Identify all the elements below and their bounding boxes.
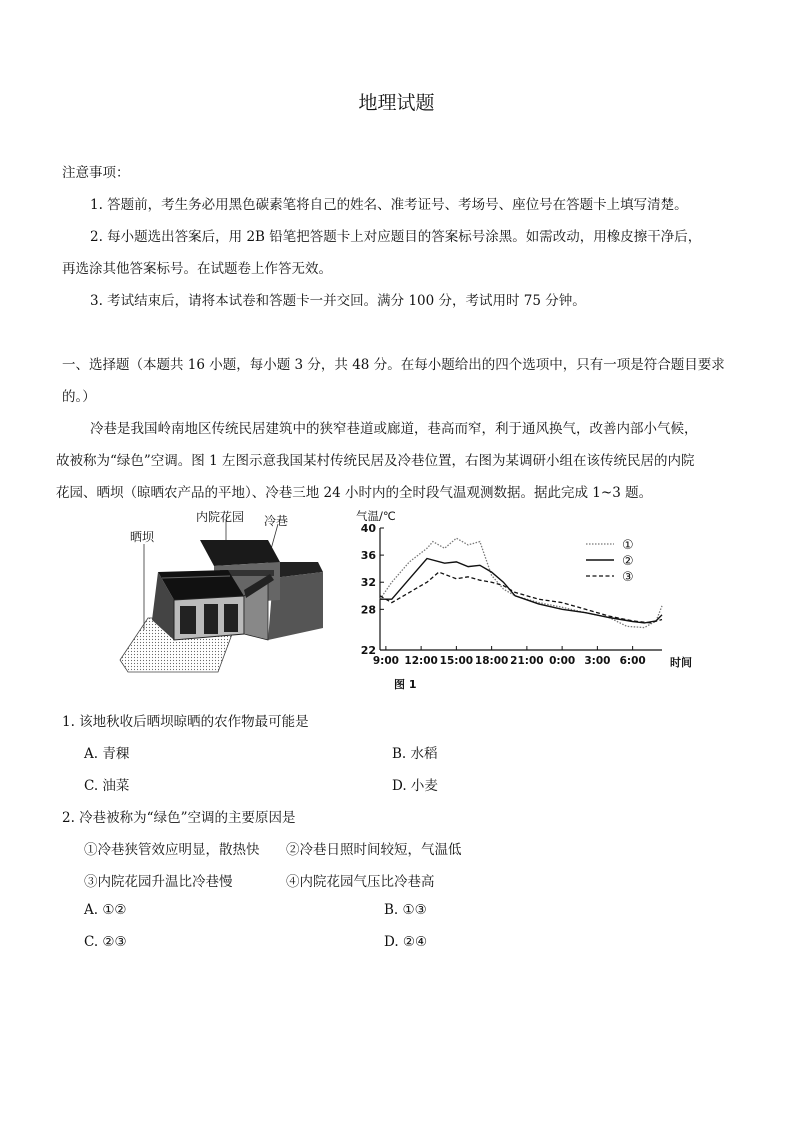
question-1-stem: 1. 该地秋收后晒坝晾晒的农作物最可能是: [62, 714, 309, 730]
y-tick-label: 40: [360, 522, 376, 535]
q2-option-d[interactable]: D. ②④: [384, 934, 428, 950]
series-line-1: [380, 538, 662, 627]
legend-label-3: ③: [622, 570, 634, 585]
question-2-stem: 2. 冷巷被称为“绿色”空调的主要原因是: [62, 810, 296, 826]
x-tick-label: 21:00: [510, 655, 544, 667]
x-tick-label: 12:00: [404, 655, 438, 667]
y-tick-label: 36: [360, 549, 376, 563]
temperature-chart: [352, 502, 692, 692]
legend-label-2: ②: [622, 554, 634, 569]
x-tick-label: 18:00: [474, 655, 509, 667]
section-heading: 一、选择题（本题共 16 小题，每小题 3 分，共 48 分。在每小题给出的四个选项中，只有一项是符合题目要求: [62, 357, 725, 373]
q2-statement-3: ③内院花园升温比冷巷慢: [84, 874, 233, 890]
y-tick-label: 28: [360, 603, 376, 617]
notice-item-3: 3. 考试结束后，请将本试卷和答题卡一并交回。满分 100 分，考试用时 75 分钟。: [90, 293, 586, 309]
x-tick-label: 0:00: [549, 655, 576, 667]
x-tick-label: 3:00: [584, 655, 611, 667]
y-axis-label: 气温/℃: [356, 509, 396, 523]
x-axis-label: 时间: [670, 656, 692, 669]
notice-heading: 注意事项：: [62, 165, 130, 181]
notice-item-1: 1. 答题前，考生务必用黑色碳素笔将自己的姓名、准考证号、考场号、座位号在答题卡上填写清楚。: [90, 197, 688, 213]
q1-option-b[interactable]: B. 水稻: [392, 746, 438, 762]
series-line-2: [380, 559, 662, 623]
label-garden: 内院花园: [196, 510, 245, 524]
notice-item-2-cont: 再选涂其他答案标号。在试题卷上作答无效。: [62, 261, 332, 277]
x-tick-label: 6:00: [619, 655, 646, 667]
q2-statement-4: ④内院花园气压比冷巷高: [286, 874, 435, 890]
passage-line-3: 花园、晒坝（晾晒农产品的平地）、冷巷三地 24 小时内的全时段气温观测数据。据此完成 1~3 题。: [56, 485, 653, 501]
page-title: 地理试题: [358, 92, 435, 114]
q2-option-b[interactable]: B. ①③: [384, 902, 427, 918]
x-tick-label: 15:00: [439, 655, 474, 667]
y-tick-label: 22: [360, 644, 376, 657]
q2-statement-1: ①冷巷狭管效应明显，散热快: [84, 842, 260, 858]
legend-label-1: ①: [622, 538, 634, 553]
x-tick-label: 9:00: [372, 655, 399, 667]
notice-item-2: 2. 每小题选出答案后，用 2B 铅笔把答题卡上对应题目的答案标号涂黑。如需改动，用橡皮擦干净后，: [90, 229, 702, 245]
label-lane: 冷巷: [264, 514, 289, 528]
section-heading-cont: 的。）: [62, 389, 96, 405]
figure-caption: 图 1: [394, 678, 417, 691]
q2-statement-2: ②冷巷日照时间较短，气温低: [286, 842, 462, 858]
q1-option-c[interactable]: C. 油菜: [84, 778, 130, 794]
passage-line-1: 冷巷是我国岭南地区传统民居建筑中的狭窄巷道或廊道，巷高而窄，利于通风换气，改善内部小气候，: [90, 421, 698, 437]
q1-option-d[interactable]: D. 小麦: [392, 778, 438, 794]
house-illustration: [118, 500, 348, 678]
q1-option-a[interactable]: A. 青稞: [84, 746, 130, 762]
label-shaiba: 晒坝: [130, 530, 155, 544]
q2-option-c[interactable]: C. ②③: [84, 934, 127, 950]
y-tick-label: 32: [360, 576, 376, 590]
passage-line-2: 故被称为“绿色”空调。图 1 左图示意我国某村传统民居及冷巷位置，右图为某调研小组在该传统民居的内院: [56, 453, 695, 469]
q2-option-a[interactable]: A. ①②: [84, 902, 127, 918]
